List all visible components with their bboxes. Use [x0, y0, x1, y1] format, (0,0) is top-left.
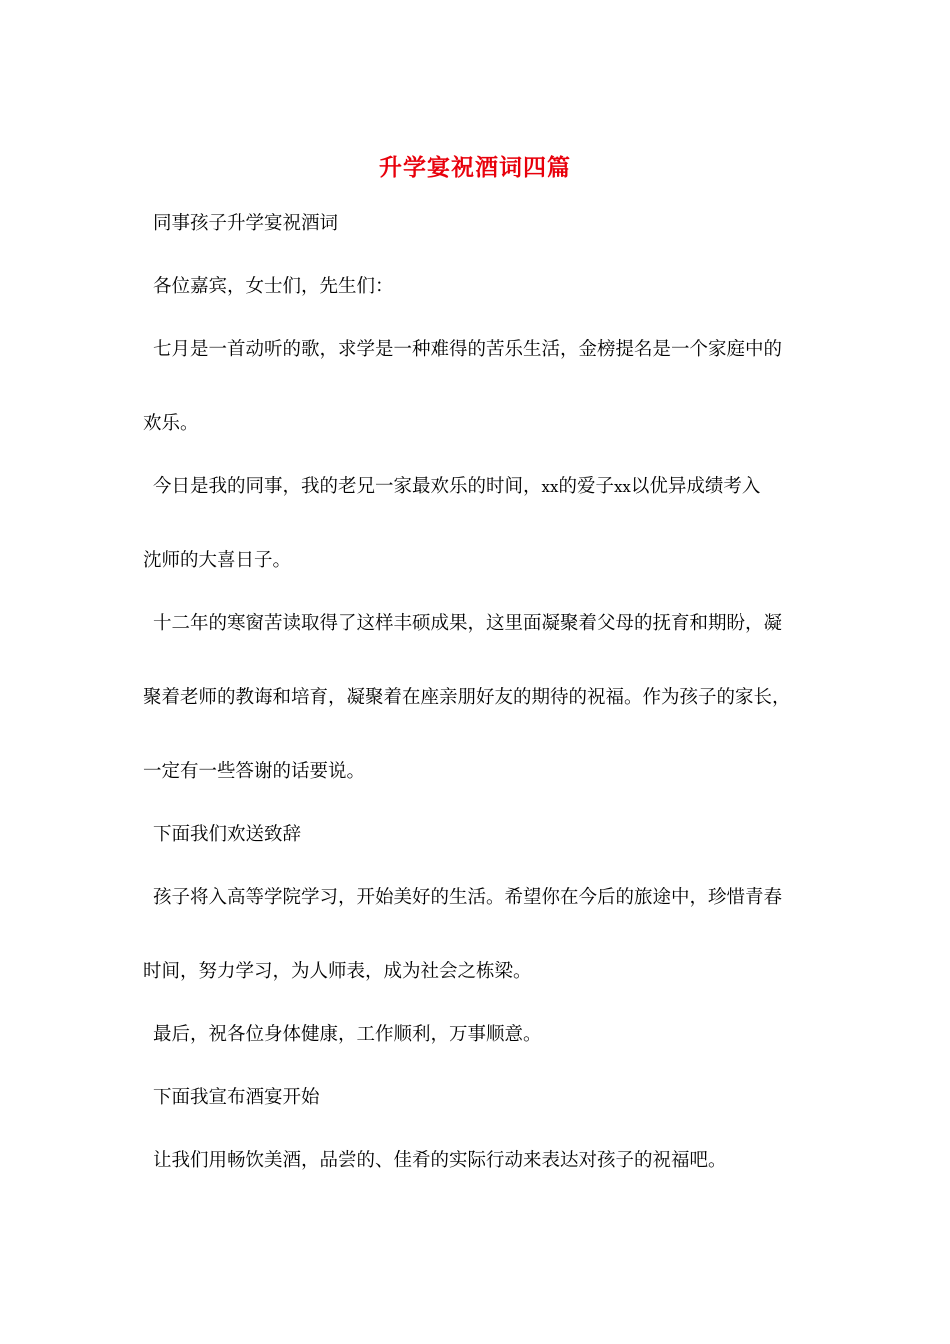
placeholder-name: xx	[613, 478, 631, 496]
paragraph-line: 聚着老师的教诲和培育，凝聚着在座亲朋好友的期待的祝福。作为孩子的家长，	[143, 687, 791, 708]
paragraph-subtitle: 同事孩子升学宴祝酒词	[153, 213, 339, 234]
placeholder-name: xx	[541, 478, 559, 496]
paragraph-line: 下面我宣布酒宴开始	[153, 1087, 320, 1108]
text-segment: 今日是我的同事，我的老兄一家最欢乐的时间，	[153, 476, 542, 497]
paragraph-line: 孩子将入高等学院学习，开始美好的生活。希望你在今后的旅途中，珍惜青春	[153, 887, 783, 908]
paragraph-line: 七月是一首动听的歌，求学是一种难得的苦乐生活，金榜提名是一个家庭中的	[153, 339, 783, 360]
text-segment: 以优异成绩考入	[630, 476, 761, 497]
paragraph-greeting: 各位嘉宾，女士们，先生们：	[153, 276, 394, 297]
paragraph-line: 时间，努力学习，为人师表，成为社会之栋梁。	[143, 961, 532, 982]
paragraph-line: 让我们用畅饮美酒，品尝的、佳肴的实际行动来表达对孩子的祝福吧。	[153, 1150, 727, 1171]
paragraph-line: 最后，祝各位身体健康，工作顺利，万事顺意。	[153, 1024, 542, 1045]
paragraph-line: 沈师的大喜日子。	[143, 550, 292, 571]
paragraph-line: 下面我们欢送致辞	[153, 824, 302, 845]
paragraph-line	[143, 473, 833, 501]
text-segment: 的爱子	[558, 476, 614, 497]
paragraph-line: 一定有一些答谢的话要说。	[143, 761, 366, 782]
paragraph-line: 欢乐。	[143, 413, 199, 434]
document-title: 升学宴祝酒词四篇	[379, 154, 571, 181]
paragraph-line: 十二年的寒窗苦读取得了这样丰硕成果，这里面凝聚着父母的抚育和期盼，凝	[153, 613, 783, 634]
